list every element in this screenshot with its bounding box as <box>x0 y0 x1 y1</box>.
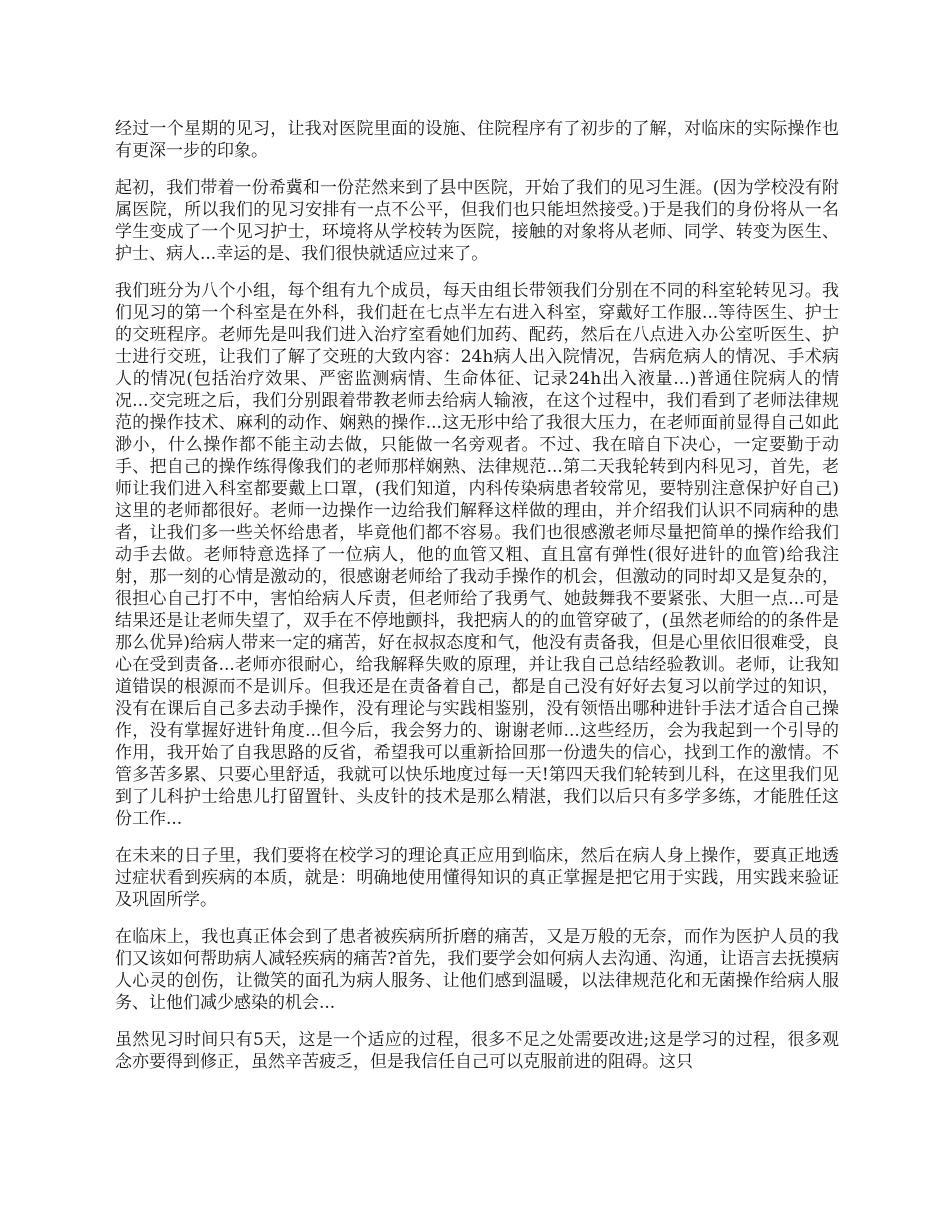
paragraph-intro: 经过一个星期的见习，让我对医院里面的设施、住院程序有了初步的了解，对临床的实际操作也有更深一步的印象。 <box>115 119 839 161</box>
paragraph-clinical: 在临床上，我也真正体会到了患者被疾病所折磨的痛苦，又是万般的无奈，而作为医护人员的我们又该如何帮助病人减轻疾病的痛苦?首先，我们要学会如何病人去沟通、沟通，让语言去抚摸病人心灵的创伤，让微笑的面孔为病人服务、让他们感到温暖，以法律规范化和无菌操作给病人服务、让他们减少感染的机会... <box>115 927 839 1013</box>
paragraph-conclusion: 虽然见习时间只有5天，这是一个适应的过程，很多不足之处需要改进;这是学习的过程，很多观念亦要得到修正，虽然辛苦疲乏，但是我信任自己可以克服前进的阻碍。这只 <box>115 1030 839 1072</box>
paragraph-future: 在未来的日子里，我们要将在校学习的理论真正应用到临床，然后在病人身上操作，要真正地透过症状看到疾病的本质，就是：明确地使用懂得知识的真正掌握是把它用于实践，用实践来验证及巩固所学。 <box>115 846 839 910</box>
paragraph-arrival: 起初，我们带着一份希冀和一份茫然来到了县中医院，开始了我们的见习生涯。(因为学校没有附属医院，所以我们的见习安排有一点不公平，但我们也只能坦然接受。)于是我们的身份将从一名学生变成了一个见习护士，环境将从学校转为医院，接触的对象将从老师、同学、转变为医生、护士、病人...幸运的是、我们很快就适应过来了。 <box>115 178 839 264</box>
document-body <box>115 118 839 1088</box>
paragraph-rotation: 我们班分为八个小组，每个组有九个成员，每天由组长带领我们分别在不同的科室轮转见习。我们见习的第一个科室是在外科，我们赶在七点半左右进入科室，穿戴好工作服...等待医生、护士的交班程序。老师先是叫我们进入治疗室看她们加药、配药，然后在八点进入办公室听医生、护士进行交班，让我们了解了交班的大致内容：24h病人出入院情况，告病危病人的情况、手术病人的情况(包括治疗效果、严密监测病情、生命体征、记录24h出入液量...)普通住院病人的情况...交完班之后，我们分别跟着带教老师去给病人输液，在这个过程中，我们看到了老师法律规范的操作技术、麻利的动作、娴熟的操作...这无形中给了我很大压力，在老师面前显得自己如此渺小，什么操作都不能主动去做，只能做一名旁观者。不过、我在暗自下决心，一定要勤于动手、把自己的操作练得像我们的老师那样娴熟、法律规范...第二天我轮转到内科见习，首先，老师让我们进入科室都要戴上口罩，(我们知道，内科传染病患者较常见，要特别注意保护好自己)这里的老师都很好。老师一边操作一边给我们解释这样做的理由，并介绍我们认识不同病种的患者，让我们多一些关怀给患者，毕竟他们都不容易。我们也很感激老师尽量把简单的操作给我们动手去做。老师特意选择了一位病人，他的血管又粗、直且富有弹性(很好进针的血管)给我注射，那一刻的心情是激动的，很感谢老师给了我动手操作的机会，但激动的同时却又是复杂的，很担心自己打不中，害怕给病人斥责，但老师给了我勇气、她鼓舞我不要紧张、大胆一点...可是结果还是让老师失望了，双手在不停地颤抖，我把病人的的血管穿破了，(虽然老师给的的条件是那么优异)给病人带来一定的痛苦，好在叔叔态度和气，他没有责备我，但是心里依旧很难受，良心在受到责备...老师亦很耐心，给我解释失败的原理，并让我自己总结经验教训。老师，让我知道错误的根源而不是训斥。但我还是在责备着自己，都是自己没有好好去复习以前学过的知识，没有在课后自己多去动手操作，没有理论与实践相鉴别，没有领悟出哪种进针手法才适合自己操作，没有掌握好进针角度...但今后，我会努力的、谢谢老师...这些经历，会为我起到一个引导的作用，我开始了自我思路的反省，希望我可以重新拾回那一份遗失的信心，找到工作的激情。不管多苦多累、只要心里舒适，我就可以快乐地度过每一天!第四天我们轮转到儿科，在这里我们见到了儿科护士给患儿打留置针、头皮针的技术是那么精湛，我们以后只有多学多练，才能胜任这份工作... <box>115 281 839 829</box>
